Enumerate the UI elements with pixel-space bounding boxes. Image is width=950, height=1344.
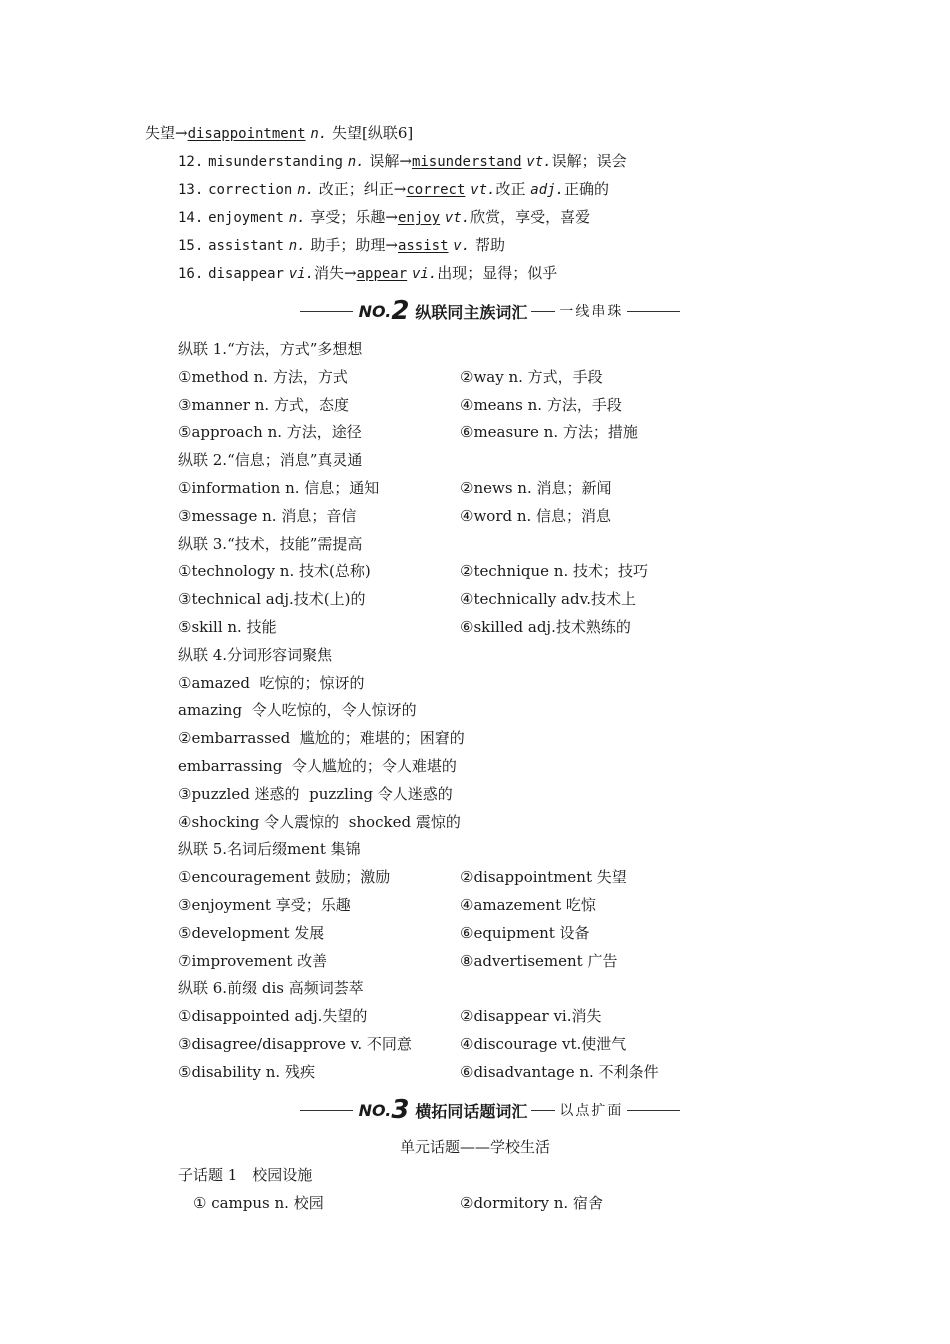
group-row xyxy=(178,812,461,832)
group-item: ②way n. 方式，手段 xyxy=(460,368,603,386)
group-item: amazing 令人吃惊的，令人惊讶的 xyxy=(178,701,417,719)
right-rule xyxy=(627,1110,680,1111)
vocab-line-14: 14. enjoyment n. 享受；乐趣→enjoy vt.欣赏，享受，喜爱 xyxy=(178,208,591,226)
group-heading: 纵联 5.名词后缀ment 集锦 xyxy=(178,840,361,858)
group-item: ①method n. 方法，方式 xyxy=(178,368,348,386)
subtopic-item-2: ②dormitory n. 宿舍 xyxy=(460,1194,603,1212)
group-item: ⑤skill n. 技能 xyxy=(178,618,277,636)
group-heading: 纵联 1.“方法，方式”多想想 xyxy=(178,340,363,358)
group-item: ③disagree/disapprove v. 不同意 xyxy=(178,1035,412,1053)
group-row xyxy=(178,728,465,748)
group-item: ③message n. 消息；音信 xyxy=(178,507,357,525)
group-row xyxy=(178,673,364,693)
group-heading: 纵联 3.“技术，技能”需提高 xyxy=(178,535,363,553)
group-heading: 纵联 4.分词形容词聚焦 xyxy=(178,646,333,664)
group-item: ②news n. 消息；新闻 xyxy=(460,479,612,497)
group-item: ②technique n. 技术；技巧 xyxy=(460,562,648,580)
group-item: ④means n. 方法，手段 xyxy=(460,396,622,414)
section-no-label: NO. xyxy=(358,1100,392,1120)
vocab-line-16: 16. disappear vi.消失→appear vi.出现；显得；似乎 xyxy=(178,264,558,282)
group-row xyxy=(178,589,637,609)
left-rule xyxy=(300,1110,353,1111)
group-row xyxy=(178,1006,602,1026)
group-row xyxy=(178,784,453,804)
group-item: ⑥skilled adj.技术熟练的 xyxy=(460,618,631,636)
section-subtitle: 一线串珠 xyxy=(559,304,624,320)
vocab-line-13: 13. correction n. 改正；纠正→correct vt.改正 adj.正确的 xyxy=(178,180,609,198)
group-heading: 纵联 6.前缀 dis 高频词荟萃 xyxy=(178,979,364,997)
group-item: ②embarrassed 尴尬的；难堪的；困窘的 xyxy=(178,729,465,747)
group-item: ①disappointed adj.失望的 xyxy=(178,1007,368,1025)
group-row xyxy=(178,367,603,387)
mid-rule xyxy=(531,1110,555,1111)
section-no-label: NO. xyxy=(358,301,392,321)
group-heading: 纵联 2.“信息；消息”真灵通 xyxy=(178,451,363,469)
group-row xyxy=(178,1062,659,1082)
section-subtitle: 以点扩面 xyxy=(559,1103,624,1119)
group-item: ①technology n. 技术(总称) xyxy=(178,562,371,580)
group-item: ②disappear vi.消失 xyxy=(460,1007,602,1025)
group-item: ①amazed 吃惊的；惊讶的 xyxy=(178,674,365,692)
group-row xyxy=(178,951,618,971)
group-item: ③puzzled 迷惑的 puzzling 令人迷惑的 xyxy=(178,785,453,803)
group-row xyxy=(178,617,631,637)
group-item: ④shocking 令人震惊的 shocked 震惊的 xyxy=(178,813,461,831)
group-item: ③technical adj.技术(上)的 xyxy=(178,590,366,608)
left-rule xyxy=(300,311,353,312)
group-item: ④word n. 信息；消息 xyxy=(460,507,612,525)
section-2-header xyxy=(300,296,680,326)
group-item: ⑧advertisement 广告 xyxy=(460,952,618,970)
group-row xyxy=(178,700,417,720)
group-row xyxy=(178,561,648,581)
group-row xyxy=(178,923,590,943)
group-item: ①encouragement 鼓励；激励 xyxy=(178,868,391,886)
group-row xyxy=(178,756,457,776)
group-item: ④discourage vt.使泄气 xyxy=(460,1035,627,1053)
section-3-header xyxy=(300,1095,680,1125)
group-row xyxy=(178,395,622,415)
subtopic-row xyxy=(193,1193,603,1213)
section-number: 3 xyxy=(391,1095,410,1125)
group-item: ⑤development 发展 xyxy=(178,924,325,942)
mid-rule xyxy=(531,311,555,312)
group-row xyxy=(178,867,627,887)
group-item: ⑥measure n. 方法；措施 xyxy=(460,423,638,441)
vocab-line-continuation: 失望→disappointment n. 失望[纵联6] xyxy=(145,124,414,142)
group-item: ⑤approach n. 方法，途径 xyxy=(178,423,362,441)
section-number: 2 xyxy=(391,296,410,326)
subtopic-heading: 子话题 1 校园设施 xyxy=(178,1166,313,1184)
right-rule xyxy=(627,311,680,312)
group-item: ⑤disability n. 残疾 xyxy=(178,1063,315,1081)
group-row xyxy=(178,895,596,915)
group-row xyxy=(178,478,612,498)
group-row xyxy=(178,422,638,442)
vocab-line-12: 12. misunderstanding n. 误解→misunderstand vt.误解；误会 xyxy=(178,152,627,170)
group-item: ①information n. 信息；通知 xyxy=(178,479,380,497)
group-item: ②disappointment 失望 xyxy=(460,868,627,886)
group-row xyxy=(178,506,612,526)
group-item: ⑥disadvantage n. 不利条件 xyxy=(460,1063,659,1081)
section-title: 纵联同主族词汇 xyxy=(415,302,528,322)
group-item: ④technically adv.技术上 xyxy=(460,590,637,608)
vocab-line-15: 15. assistant n. 助手；助理→assist v. 帮助 xyxy=(178,236,505,254)
group-item: ④amazement 吃惊 xyxy=(460,896,596,914)
group-item: ③enjoyment 享受；乐趣 xyxy=(178,896,351,914)
section-title: 横拓同话题词汇 xyxy=(415,1101,528,1121)
group-item: ⑥equipment 设备 xyxy=(460,924,590,942)
group-item: ③manner n. 方式，态度 xyxy=(178,396,349,414)
subtopic-item-1: ① campus n. 校园 xyxy=(193,1194,324,1212)
unit-topic: 单元话题——学校生活 xyxy=(399,1138,550,1156)
group-item: embarrassing 令人尴尬的；令人难堪的 xyxy=(178,757,457,775)
group-row xyxy=(178,1034,627,1054)
group-item: ⑦improvement 改善 xyxy=(178,952,328,970)
